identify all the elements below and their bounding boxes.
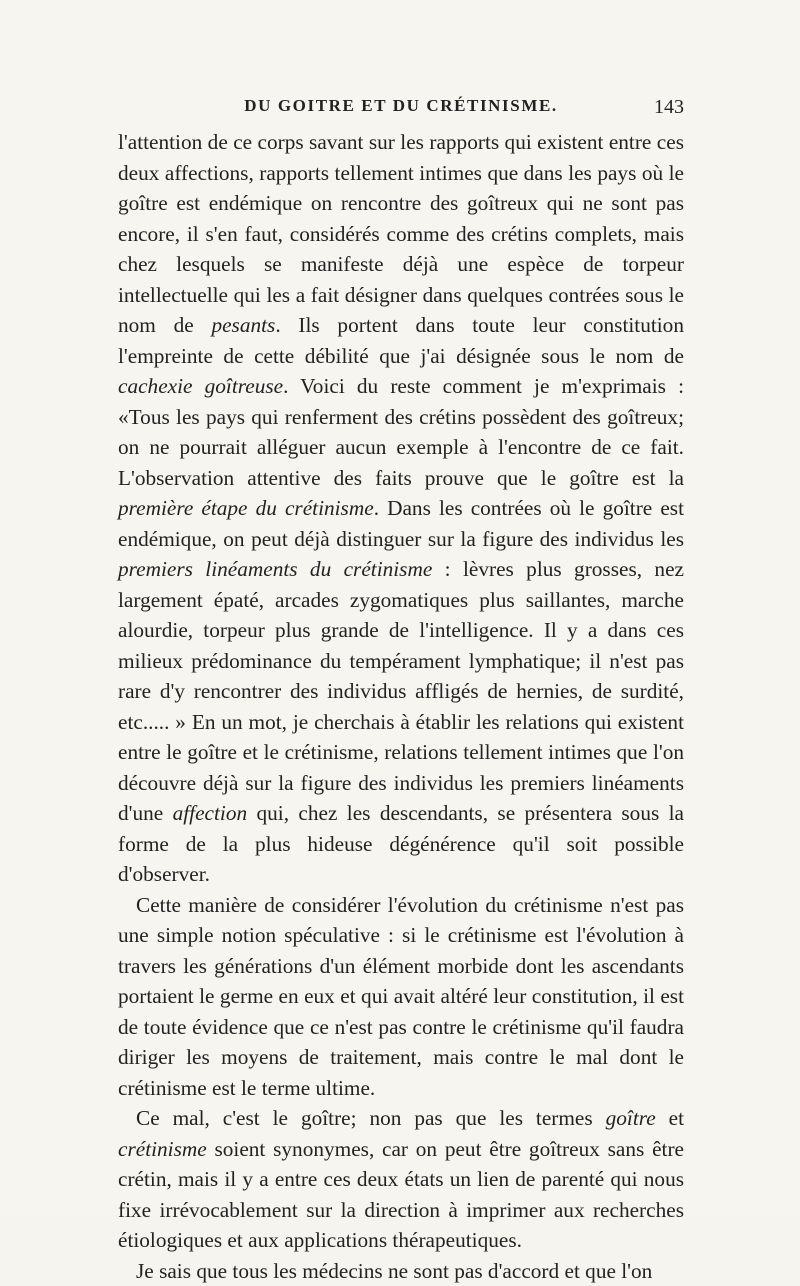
italic-run: crétinisme bbox=[118, 1137, 207, 1161]
text-run: : lèvres plus grosses, nez largement épaté, arcades zygomatiques plus saillantes, marche alourdie, torpeur plus grande de l'intelligence. Il y a dans ces milieux prédominance du tempérament lymphatique; il n'est pas rare d'y rencontrer des individus affligés de hernies, de surdité, etc..... » En un mot, je cherchais à établir les relations qui existent entre le goître et le crétinisme, relations tellement intimes que l'on découvre déjà sur la figure des individus les premiers linéaments d'une bbox=[118, 557, 684, 825]
running-title: DU GOITRE ET DU CRÉTINISME. bbox=[118, 96, 684, 116]
running-head bbox=[118, 96, 684, 122]
text-run: . Dans les contrées où le goître est endémique, on peut déjà distinguer sur la figure des individus les bbox=[118, 496, 684, 551]
italic-run: affection bbox=[173, 801, 248, 825]
italic-run: pesants bbox=[211, 313, 275, 337]
text-run: . Voici du reste comment je m'exprimais : «Tous les pays qui renferment des crétins possèdent des goîtreux; on ne pourrait alléguer aucun exemple à l'encontre de ce fait. L'observation attentive des faits prouve que le goître est la bbox=[118, 374, 684, 490]
paragraph bbox=[118, 890, 684, 1104]
text-run: l'attention de ce corps savant sur les rapports qui existent entre ces deux affections, rapports tellement intimes que dans les pays où le goître est endémique on rencontre des goîtreux qui ne sont pas encore, il s'en faut, considérés comme des crétins complets, mais chez lesquels se manifeste déjà une espèce de torpeur intellectuelle qui les a fait désigner dans quelques contrées sous le nom de bbox=[118, 130, 684, 337]
body-text bbox=[118, 127, 684, 1286]
text-run: soient synonymes, car on peut être goîtreux sans être crétin, mais il y a entre ces deux états un lien de parenté qui nous fixe irrévocablement sur la direction à imprimer aux recherches étiologiques et aux applications thérapeutiques. bbox=[118, 1137, 684, 1253]
text-run: . Ils portent dans toute leur constitution l'empreinte de cette débilité que j'ai désignée sous le nom de bbox=[118, 313, 684, 368]
italic-run: goître bbox=[606, 1106, 656, 1130]
text-run: Ce mal, c'est le goître; non pas que les termes bbox=[136, 1106, 606, 1130]
text-run: Je sais que tous les médecins ne sont pas d'accord et que l'on bbox=[136, 1259, 652, 1283]
italic-run: cachexie goîtreuse bbox=[118, 374, 283, 398]
italic-run: première étape du crétinisme bbox=[118, 496, 374, 520]
text-run: qui, chez les descendants, se présentera sous la forme de la plus hideuse dégénérence qu'il soit possible d'observer. bbox=[118, 801, 684, 886]
text-run: et bbox=[656, 1106, 684, 1130]
paragraph bbox=[118, 127, 684, 890]
paragraph bbox=[118, 1103, 684, 1256]
page-number: 143 bbox=[654, 96, 684, 119]
text-run: Cette manière de considérer l'évolution du crétinisme n'est pas une simple notion spéculative : si le crétinisme est l'évolution à travers les générations d'un élément morbide dont les ascendants portaient le germe en eux et qui avait altéré leur constitution, il est de toute évidence que ce n'est pas contre le crétinisme qu'il faudra diriger les moyens de traitement, mais contre le mal dont le crétinisme est le terme ultime. bbox=[118, 893, 684, 1100]
italic-run: premiers linéaments du crétinisme bbox=[118, 557, 432, 581]
paragraph bbox=[118, 1256, 684, 1286]
